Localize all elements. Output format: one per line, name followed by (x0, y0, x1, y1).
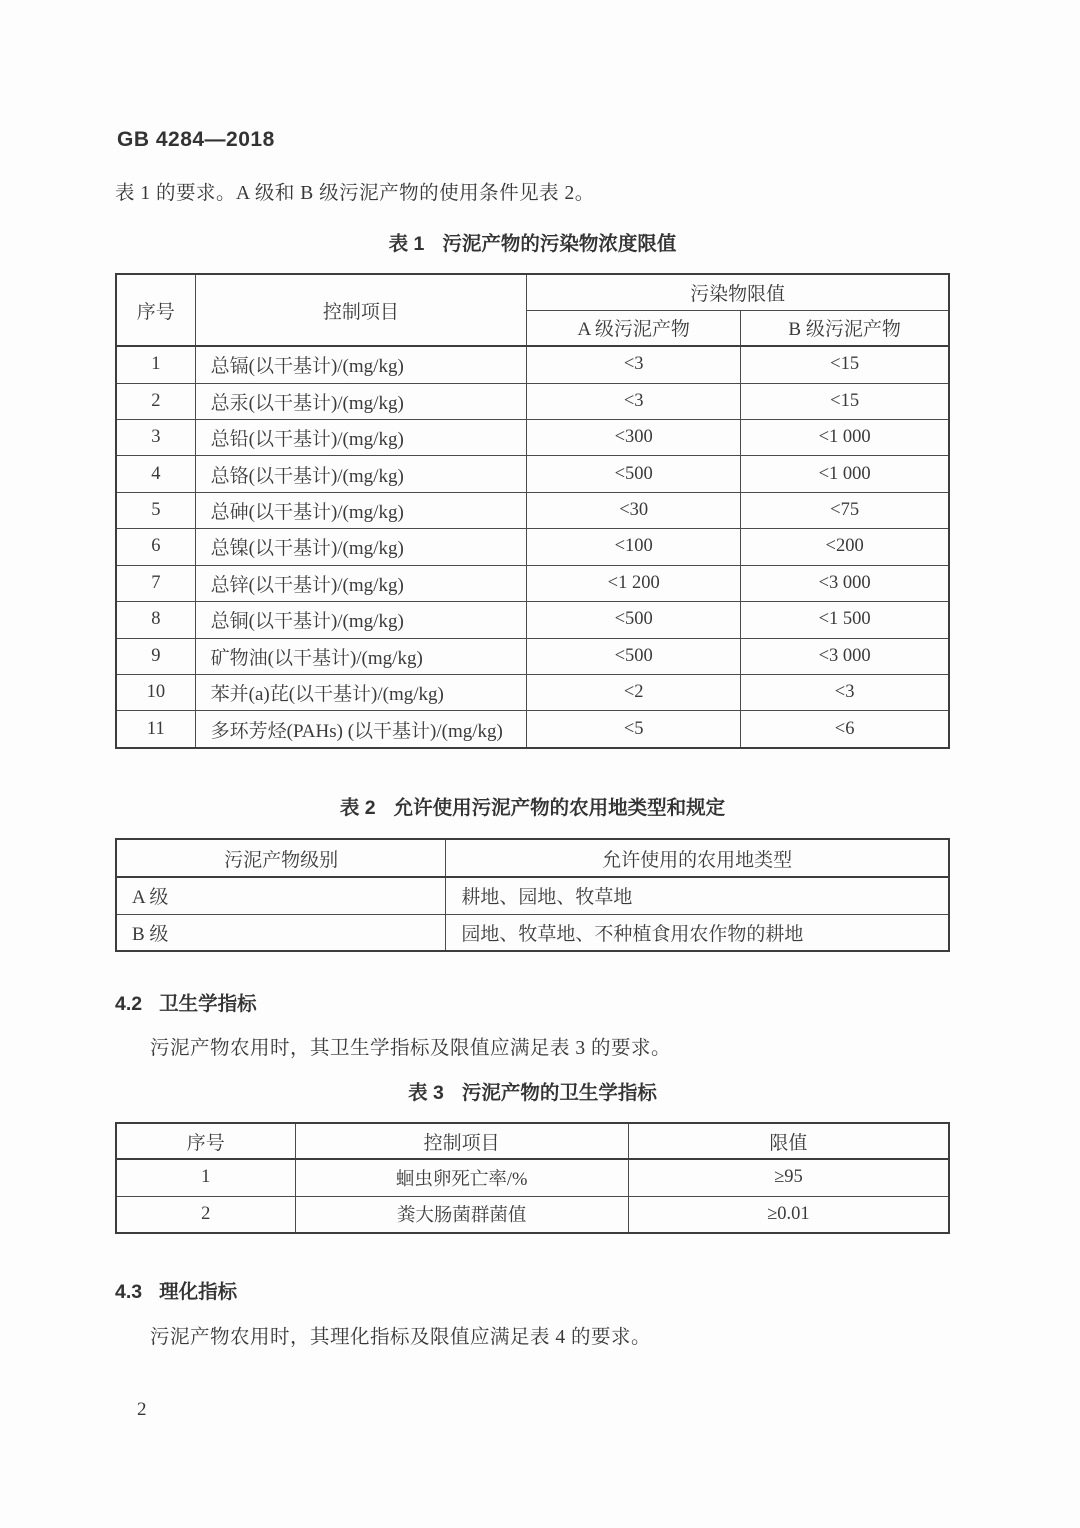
cell-index: 1 (116, 346, 195, 383)
cell-item: 粪大肠菌群菌值 (295, 1196, 628, 1233)
cell-item: 蛔虫卵死亡率/% (295, 1159, 628, 1196)
table-row (116, 1196, 949, 1233)
cell-index: 4 (116, 456, 195, 492)
cell-item: 总砷(以干基计)/(mg/kg) (195, 492, 527, 528)
cell-limit-a: <2 (527, 674, 741, 710)
cell-limit-b: <3 000 (741, 565, 949, 601)
cell-limit-b: <1 000 (741, 419, 949, 455)
header-item: 控制项目 (195, 274, 527, 346)
cell-limit-b: <200 (741, 529, 949, 565)
header-class-b: B 级污泥产物 (741, 310, 949, 346)
pollutant-limits-table (115, 273, 950, 749)
section-4-3-paragraph: 污泥产物农用时，其理化指标及限值应满足表 4 的要求。 (150, 1327, 652, 1348)
cell-limit-a: <100 (527, 529, 741, 565)
cell-limit-a: <3 (527, 346, 741, 383)
cell-limit-b: <75 (741, 492, 949, 528)
cell-index: 8 (116, 602, 195, 638)
cell-index: 5 (116, 492, 195, 528)
cell-grade: B 级 (116, 914, 446, 951)
cell-item: 总汞(以干基计)/(mg/kg) (195, 383, 527, 419)
table1-body (116, 346, 949, 748)
table2-title (115, 792, 950, 820)
section-number: 4.3 (115, 1281, 143, 1303)
cell-item: 多环芳烃(PAHs) (以干基计)/(mg/kg) (195, 711, 527, 748)
cell-item: 苯并(a)芘(以干基计)/(mg/kg) (195, 674, 527, 710)
table1-title-text: 污泥产物的污染物浓度限值 (442, 233, 677, 255)
cell-item: 总锌(以干基计)/(mg/kg) (195, 565, 527, 601)
cell-index: 9 (116, 638, 195, 674)
cell-limit-a: <5 (527, 711, 741, 748)
table3-title (115, 1077, 950, 1105)
cell-index: 11 (116, 711, 195, 748)
cell-index: 3 (116, 419, 195, 455)
cell-land: 园地、牧草地、不种植食用农作物的耕地 (446, 914, 949, 951)
cell-limit-a: <500 (527, 638, 741, 674)
section-title: 理化指标 (159, 1281, 238, 1303)
cell-limit-b: <1 000 (741, 456, 949, 492)
table1-header (116, 274, 949, 346)
cell-limit-b: <3 (741, 674, 949, 710)
cell-limit: ≥0.01 (628, 1196, 949, 1233)
table-row (116, 456, 949, 492)
header-land-type: 允许使用的农用地类型 (446, 839, 949, 877)
table-row (116, 1159, 949, 1196)
hygiene-indicators-table (115, 1122, 950, 1234)
table-header-row (116, 1123, 949, 1159)
cell-limit-b: <1 500 (741, 602, 949, 638)
cell-item: 总铬(以干基计)/(mg/kg) (195, 456, 527, 492)
section-heading-4-3 (115, 1276, 237, 1304)
cell-limit-a: <500 (527, 456, 741, 492)
standard-number: GB 4284—2018 (117, 128, 275, 151)
table-row (116, 383, 949, 419)
header-item: 控制项目 (295, 1123, 628, 1159)
cell-index: 6 (116, 529, 195, 565)
cell-index: 7 (116, 565, 195, 601)
header-grade: 污泥产物级别 (116, 839, 446, 877)
table3-title-text: 污泥产物的卫生学指标 (461, 1082, 657, 1104)
table-row (116, 602, 949, 638)
table2-body (116, 877, 949, 951)
table1-title (115, 228, 950, 256)
table2-title-label: 表 2 (339, 797, 376, 819)
table2-title-text: 允许使用污泥产物的农用地类型和规定 (393, 797, 726, 819)
table-row (116, 711, 949, 748)
table-header-row (116, 839, 949, 877)
land-use-table (115, 838, 950, 952)
table-row (116, 419, 949, 455)
header-index: 序号 (116, 1123, 295, 1159)
header-limit-group: 污染物限值 (527, 274, 949, 310)
cell-limit: ≥95 (628, 1159, 949, 1196)
table-row (116, 638, 949, 674)
section-title: 卫生学指标 (159, 993, 257, 1015)
section-number: 4.2 (115, 993, 143, 1015)
cell-item: 总铅(以干基计)/(mg/kg) (195, 419, 527, 455)
cell-land: 耕地、园地、牧草地 (446, 877, 949, 914)
section-heading-4-2 (115, 988, 257, 1016)
table-row (116, 346, 949, 383)
header-index: 序号 (116, 274, 195, 346)
table-row (116, 674, 949, 710)
cell-limit-a: <30 (527, 492, 741, 528)
table1-title-label: 表 1 (388, 233, 425, 255)
cell-index: 1 (116, 1159, 295, 1196)
cell-limit-a: <3 (527, 383, 741, 419)
section-4-2-paragraph: 污泥产物农用时，其卫生学指标及限值应满足表 3 的要求。 (150, 1038, 672, 1059)
cell-item: 矿物油(以干基计)/(mg/kg) (195, 638, 527, 674)
cell-limit-b: <15 (741, 383, 949, 419)
cell-item: 总铜(以干基计)/(mg/kg) (195, 602, 527, 638)
cell-limit-a: <500 (527, 602, 741, 638)
cell-index: 10 (116, 674, 195, 710)
cell-limit-b: <15 (741, 346, 949, 383)
cell-item: 总镉(以干基计)/(mg/kg) (195, 346, 527, 383)
cell-limit-b: <6 (741, 711, 949, 748)
cell-limit-a: <1 200 (527, 565, 741, 601)
table-row (116, 565, 949, 601)
cell-item: 总镍(以干基计)/(mg/kg) (195, 529, 527, 565)
table-row (116, 529, 949, 565)
cell-limit-a: <300 (527, 419, 741, 455)
header-class-a: A 级污泥产物 (527, 310, 741, 346)
table3-title-label: 表 3 (408, 1082, 444, 1104)
table2-header (116, 839, 949, 877)
header-limit: 限值 (628, 1123, 949, 1159)
intro-paragraph: 表 1 的要求。A 级和 B 级污泥产物的使用条件见表 2。 (115, 183, 595, 204)
page-number: 2 (137, 1399, 147, 1420)
table3-header (116, 1123, 949, 1159)
cell-index: 2 (116, 383, 195, 419)
table-row (116, 492, 949, 528)
cell-grade: A 级 (116, 877, 446, 914)
cell-index: 2 (116, 1196, 295, 1233)
table-header-row (116, 274, 949, 310)
cell-limit-b: <3 000 (741, 638, 949, 674)
table-row (116, 877, 949, 914)
table3-body (116, 1159, 949, 1233)
table-row (116, 914, 949, 951)
